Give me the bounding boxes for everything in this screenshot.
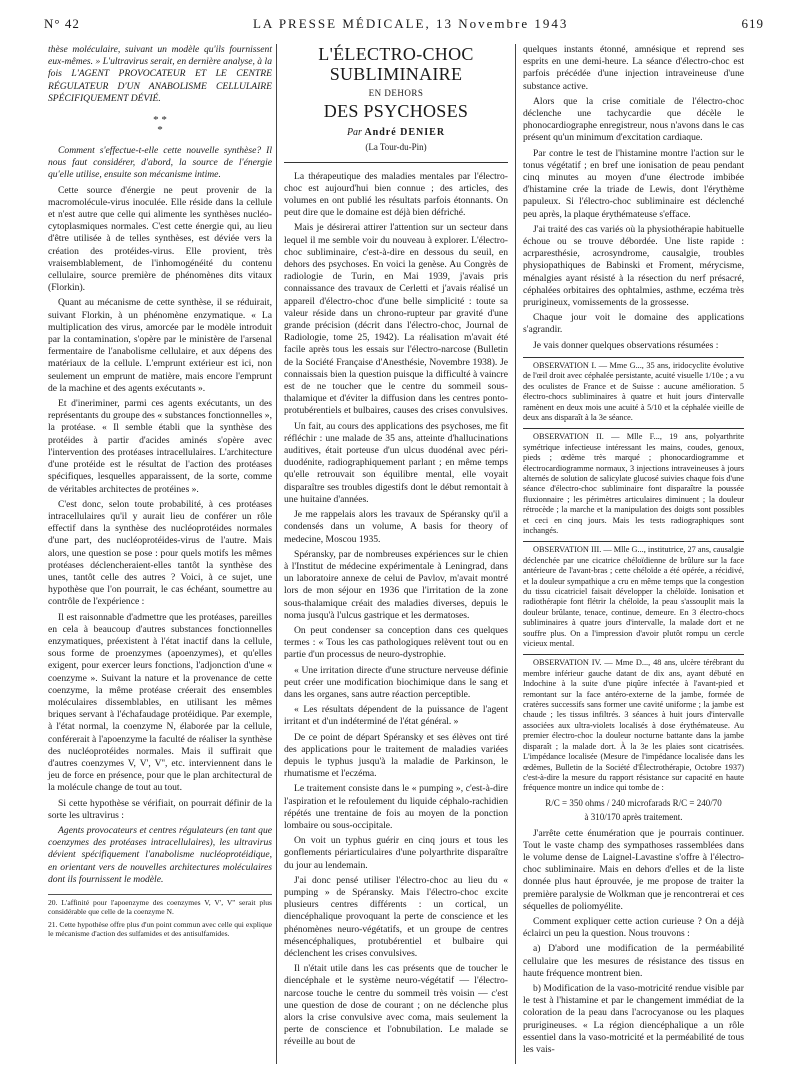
case-observation-4: [523, 654, 744, 822]
paragraph: J'arrête cette énumération que je pourrais continuer. Tout le vaste champ des sympathoses rassemblées dans le volume dense de Laignel-Lavastine s'offre à l'électro-choc subliminaire. Mais en dehors d'elles et de la liste donnée plus haut éprouvée, je me propose de traiter la première paralysie de Wolkman que je rencontrerai et ces séquelles de poliomyélite.: [523, 827, 744, 912]
paragraph: Il est raisonnable d'admettre que les protéases, pareilles en cela à beaucoup d'autres substances fonctionnelles enzymatiques, préexistent à l'état inactif dans la cellule, sous forme de proenzymes (apoenzymes), et qu'elles exigent, pour exercer leurs fonctions, l'adjonction d'une « coenzyme ». Suivant la nature et la provenance de cette coenzyme, la même protéase créerait des ensembles moléculaires dissemblables, en utilisant les mêmes briques servant à l'échafaudage protéidique. Par exemple, à l'état normal, la coenzyme N, élaborée par la cellule, conférerait à l'apoenzyme la faculté de réaliser la synthèse des nucléoprotéides normales. Mais il suffirait que d'autres coenzymes V, V', V'', etc. interviennent dans le jeu de force en présence, pour que le plan architectural de la molécule change de tout au tout.: [48, 611, 272, 794]
author-name: André DENIER: [364, 127, 446, 139]
paragraph: Un fait, au cours des applications des psychoses, me fit réfléchir : une malade de 35 ans, atteinte d'hallucinations auditives, était porteuse d'un ulcus duodénal avec péri-duodénite, radiographiquement parlant ; en même temps qu'elle retrouvait son équilibre mental, elle voyait disparaître ses troubles digestifs dont le début remontait à une huitaine d'années.: [284, 420, 508, 505]
paragraph: Comment s'effectue-t-elle cette nouvelle synthèse? Il nous faut considérer, d'abord, la source de l'énergie qu'elle utilise, ensuite son mécanisme intime.: [48, 145, 272, 181]
paragraph: On voit un typhus guérir en cinq jours et tous les gonflements périarticulaires d'une polyarthrite disparaître du jour au lendemain.: [284, 835, 508, 871]
issue-number: N° 42: [44, 16, 80, 31]
paragraph: De ce point de départ Spéransky et ses élèves ont tiré des applications pour le traitement de maladies variées depuis le typhus jusqu'à la maladie de Parkinson, le rhumatisme et l'eczéma.: [284, 731, 508, 780]
paragraph: Spéransky, par de nombreuses expériences sur le chien à l'Institut de médecine expérimentale à Leningrad, dans un laboratoire annexe de celui de Pavlov, m'avait montré lors de mon séjour en 1936 que l'irritation de la zone sous-thalamique créait des maladies diverses, depuis le noma jusqu'à l'ulcus gastrique et les dermatoses.: [284, 548, 508, 621]
paragraph: Je me rappelais alors les travaux de Spéransky qu'il a condensés dans un volume, A basis for theory of medecine, Moscou 1935.: [284, 509, 508, 545]
paragraph: J'ai donc pensé utiliser l'électro-choc au lieu du « pumping » de Spéransky. Mais l'électro-choc excite plusieurs centres différents : un cortical, un diencéphalique provoquant la perte de conscience et les phénomènes neuro-végétatifs, et un groupe de centres mésencéphaliques, protubérentiel et bulbaire qui déclenchent les crises convulsives.: [284, 874, 508, 959]
paragraph: Cette source d'énergie ne peut provenir de la macromolécule-virus inoculée. Elle réside dans la cellule et n'est autre que celle qui alimente les synthèses nucléo-cytoplasmiques normales. C'est cette énergie qui, au lieu d'être utilisée à de telles synthèses, est déviée vers la création des protéides-virus. Elle provient, très vraisemblablement, de l'inhomogénéité du contenu cellulaire, source première de phénomènes dits vitaux (Florkin).: [48, 184, 272, 294]
paragraph: « Une irritation directe d'une structure nerveuse définie peut créer une modification biochimique dans le sang et dans les organes, sans autre réaction perceptible.: [284, 664, 508, 700]
paragraph: Comment expliquer cette action curieuse ? On a déjà éclairci un peu la question. Nous trouvons :: [523, 915, 744, 940]
middle-column: [276, 44, 516, 1064]
paragraph: Mais je désirerai attirer l'attention sur un secteur dans lequel il me semble voir du nouveau à explorer. L'électro-choc subliminaire, c'est-à-dire en dessous du seuil, en dehors des psychoses. En voici la genèse. Au Congrès de radiologie de Turin, en Mai 1939, j'avais pris connaissance des travaux de Cerletti et j'avais réalisé un appareil d'électro-choc d'une belle simplicité : toute sa valeur réside dans un chrono-rupteur par gravité d'une grande précision (décrit dans l'électro-choc, Journal de Radiologie, tome 25, 1942). La réalisation m'avait été facile après tous les essais sur l'électro-narcose (Bulletin de la Société Française d'Anesthésie, Novembre 1938). Je connaissais bien la question puisque la difficulté à vaincre est de ne toucher que le centre du sommeil sous-thalamique et d'éviter la diffusion dans les centres ponto-protubérentiels et bulbaires, causes des crises convulsives.: [284, 222, 508, 417]
paragraph: Chaque jour voit le domaine des applications s'agrandir.: [523, 312, 744, 336]
paragraph: b) Modification de la vaso-motricité rendue visible par le test à l'histamine et par le changement immédiat de la coloration de la peau dans l'acrocyanose ou les plaques prurigineuses. « La région diencéphalique a un rôle essentiel dans la vaso-motricité et la perméabilité de tous les vais-: [523, 982, 744, 1055]
paragraph: Et d'ineriminer, parmi ces agents exécutants, un des représentants du groupe des « substances fonctionnelles », la protéase. « Il semble établi que la synthèse des protéides à partir d'acides aminés s'opère avec l'intervention des protéases intracellulaires. L'architecture d'une protéide est le résultat de l'action des protéases spécifiques, lesquelles apparaissent, de la sorte, comme de véritables architectes de protéines ».: [48, 398, 272, 495]
observation-text: OBSERVATION II. — Mlle F..., 19 ans, polyarthrite symétrique infectieuse intéressant les mains, coudes, genoux, pieds ; œdème très marqué ; phonocardiogramme et électrocardiogramme normaux, 3 injections intraveineuses à jours alternés de solution de salicylate glucosé suivies chaque fois d'une séance d'électro-choc subliminaire font disparaître la poussée fluxionnaire ; les périmètres articulaires diminuent ; la douleur rétrocède ; la marche et la manipulation des doigts sont possibles et ceci en cinq jours. Mais les tests radiographiques sont inchangés.: [523, 432, 744, 535]
article-title-block: [284, 44, 508, 163]
article-title-connector: EN DEHORS: [368, 88, 424, 98]
paragraph: « Les résultats dépendent de la puissance de l'agent irritant et d'un indéterminé de l'état général. »: [284, 704, 508, 728]
case-observation-2: [523, 428, 744, 536]
journal-title: LA PRESSE MÉDICALE, 13 Novembre 1943: [252, 16, 569, 31]
paragraph: thèse moléculaire, suivant un modèle qu'ils fournissent eux-mêmes. » L'ultravirus serait, en dernière analyse, à la fois L'AGENT PROVOCATEUR ET LE CENTRE RÉGULATEUR D'UN ANABOLISME CELLULAIRE SPÉCIFIQUEMENT DÉVIÉ.: [48, 44, 272, 104]
paragraph: Si cette hypothèse se vérifiait, on pourrait définir de la sorte les ultravirus :: [48, 797, 272, 821]
paragraph: Agents provocateurs et centres régulateurs (en tant que coenzymes des protéases intracellulaires), les ultravirus dévient spécifiquement l'anabolisme nucléoprotéidique, en orientant vers de nouvelles architectures moléculaires dont ils fournissent le modèle.: [48, 824, 272, 885]
page-number: 619: [741, 16, 764, 31]
paragraph: J'ai traité des cas variés où la physiothérapie habituelle échoue ou se trouve débordée. Une liste rapide : acrparesthésie, acrosyndrome, causalgie, troubles physiopathiques de Babinski et Froment, mérycisme, ménalgies ayant résisté à la résection du nerf présacré, céphalées orbitaires des ophtalmies, asthme, eczéma très prurigineux, vomissements de la grossesse.: [523, 223, 744, 309]
paragraph: La thérapeutique des maladies mentales par l'électro-choc est aujourd'hui bien connue ; des articles, des volumes en ont publié les résultats parfois étonnants. On peut dire que le domaine est déjà bien défriché.: [284, 170, 508, 219]
paragraph: Par contre le test de l'histamine montre l'action sur le tonus végétatif ; en bref une ionisation de peau pendant cinq minutes au moyen d'une électrode imbibée d'histamine crée la triade de Lewis, dont l'érythème papuleux. Si l'électro-choc subliminaire est déclenché peu après, la plaque érythémateuse s'efface.: [523, 147, 744, 220]
impedance-result: à 310/170 après traitement.: [584, 812, 683, 823]
article-title: L'ÉLECTRO-CHOC SUBLIMINAIRE: [318, 44, 474, 84]
section-divider: * * *: [153, 114, 167, 137]
case-observation-1: [523, 357, 744, 423]
paragraph: Alors que la crise comitiale de l'électro-choc déclenche une tachycardie que décèle le phonocardiographe enregistreur, nous n'avons dans le cas présent qu'un minimum d'excitation cardiaque.: [523, 95, 744, 144]
observation-text: OBSERVATION I. — Mme G..., 35 ans, iridocyclite évolutive de l'œil droit avec céphalée persistante, acuité visuelle 1/10e ; a vu des oculistes de France et de Suisse : aucune amélioration. 5 électro-chocs subliminaires à quatre et huit jours d'intervalle ramènent en deux mois une acuité à 5/10 et la céphalée vieille de deux ans disparaît à la 3e séance.: [523, 360, 744, 422]
footnotes: [48, 894, 272, 939]
author-place: (La Tour-du-Pin): [365, 142, 427, 153]
footnote: 21. Cette hypothèse offre plus d'un point commun avec celle qui explique le mécanisme d'action des sulfamides et des antisulfamides.: [48, 919, 272, 939]
observation-text: OBSERVATION III. — Mlle G..., institutrice, 27 ans, causalgie déclenchée par une cicatrice chéloïdienne de brûlure sur la face antérieure de l'avant-bras ; cette chéloïde a été opérée, a récidivé, et la douleur sympathique a cru en même temps que la congestion du tissu cicatriciel faisait développer la chéloïde. Ionisation et radiothérapie font flétrir la chéloïde, la peau s'assouplit mais la douleur brûlante, tenace, continue, demeure. En 3 électro-chocs subliminaires à quatre jours d'intervalle, la malade dort et ne souffre plus. On a l'impression d'avoir plutôt rompu un cercle vicieux mental.: [523, 545, 744, 649]
impedance-formula: R/C = 350 ohms / 240 microfarads R/C = 240/70: [545, 797, 722, 808]
right-column: [516, 44, 748, 1064]
masthead: [44, 16, 764, 40]
article-title-line2: DES PSYCHOSES: [323, 101, 469, 122]
paragraph: Le traitement consiste dans le « pumping », c'est-à-dire l'aspiration et le refoulement du liquide céphalo-rachidien répétés une trentaine de fois au moyen de la ponction lombaire ou sous-occipitale.: [284, 783, 508, 831]
paragraph: quelques instants étonné, amnésique et reprend ses esprits en une demi-heure. La séance d'électro-choc est parfois précédée d'une injection intraveineuse d'une substance active.: [523, 44, 744, 92]
paragraph: Il n'était utile dans les cas présents que de toucher le diencéphale et le système neuro-végétatif — l'électro-narcose touche le centre du sommeil très voisin — c'est une question de dose de courant ; on ne déclenche plus alors la crise convulsive avec coma, mais seulement la perte de conscience et l'obnubilation. Le malade se réveille au bout de: [284, 963, 508, 1048]
paragraph: C'est donc, selon toute probabilité, à ces protéases intracellulaires qu'il y aurait lieu de conférer un rôle effectif dans la synthèse des nucléoprotéides normales d'une part, des nucléoprotéides-virus de l'autre. Mais alors, une question se pose : pour quels motifs les mêmes protéases déclencheraient-elles tantôt la synthèse des unes, tantôt celle des autres ? Voici, à ce sujet, une hypothèse que l'on pourrait, le cas échéant, soumettre au contrôle de l'expérience :: [48, 498, 272, 608]
paragraph: a) D'abord une modification de la perméabilité cellulaire que les mesures de résistance des tissus en haute fréquence montrent bien.: [523, 943, 744, 979]
byline: [284, 127, 508, 139]
paragraph: On peut condenser sa conception dans ces quelques termes : « Tous les cas pathologiques relèvent tout ou en partie d'un processus de neuro-dystrophie.: [284, 624, 508, 661]
observation-text: OBSERVATION IV. — Mme D..., 48 ans, ulcère térébrant du membre inférieur gauche datant de dix ans, ayant débuté en Indochine à la suite d'une piqûre infectée à l'avant-pied et remontant sur la face antéro-externe de la jambe, formée de cratères successifs sans former une cavité uniforme ; la jambe est chaude ; les tissus infiltrés. 3 séances à huit jours d'intervalle associées aux ultra-violets localisés à dose érythémateuse. Au premier électro-choc la douleur nocturne battante dans la jambe disparaît ; la malade dort. À la 3e les plaies sont cicatrisées. L'impédance localisée (Mesure de l'impédance localisée dans les œdèmes, Bulletin de la Société d'Électrothérapie, Octobre 1937) c'est-à-dire la mesure du rapport résistance sur capacité en haute fréquence montre un indice qui tombe de :: [523, 658, 744, 793]
author-prefix: Par: [346, 127, 362, 139]
case-observation-3: [523, 541, 744, 649]
paragraph: Quant au mécanisme de cette synthèse, il se réduirait, suivant Florkin, à un phénomène enzymatique. « La multiplication des virus, amorcée par le modèle introduit par la contamination, s'opère par le ministère de l'arsenal fermentaire de l'anabolisme cellulaire, et aux dépens des matériaux de la cellule. L'emprunt extérieur est ici, non seulement un emprunt de matière, mais encore l'emprunt de la machine et des agents exécutants ».: [48, 297, 272, 394]
left-column: [44, 44, 276, 1064]
journal-page: [44, 16, 764, 1066]
footnote: 20. L'affinité pour l'apoenzyme des coenzymes V, V', V'' serait plus considérable que celle de la coenzyme N.: [48, 898, 272, 917]
paragraph: Je vais donner quelques observations résumées :: [533, 339, 719, 351]
